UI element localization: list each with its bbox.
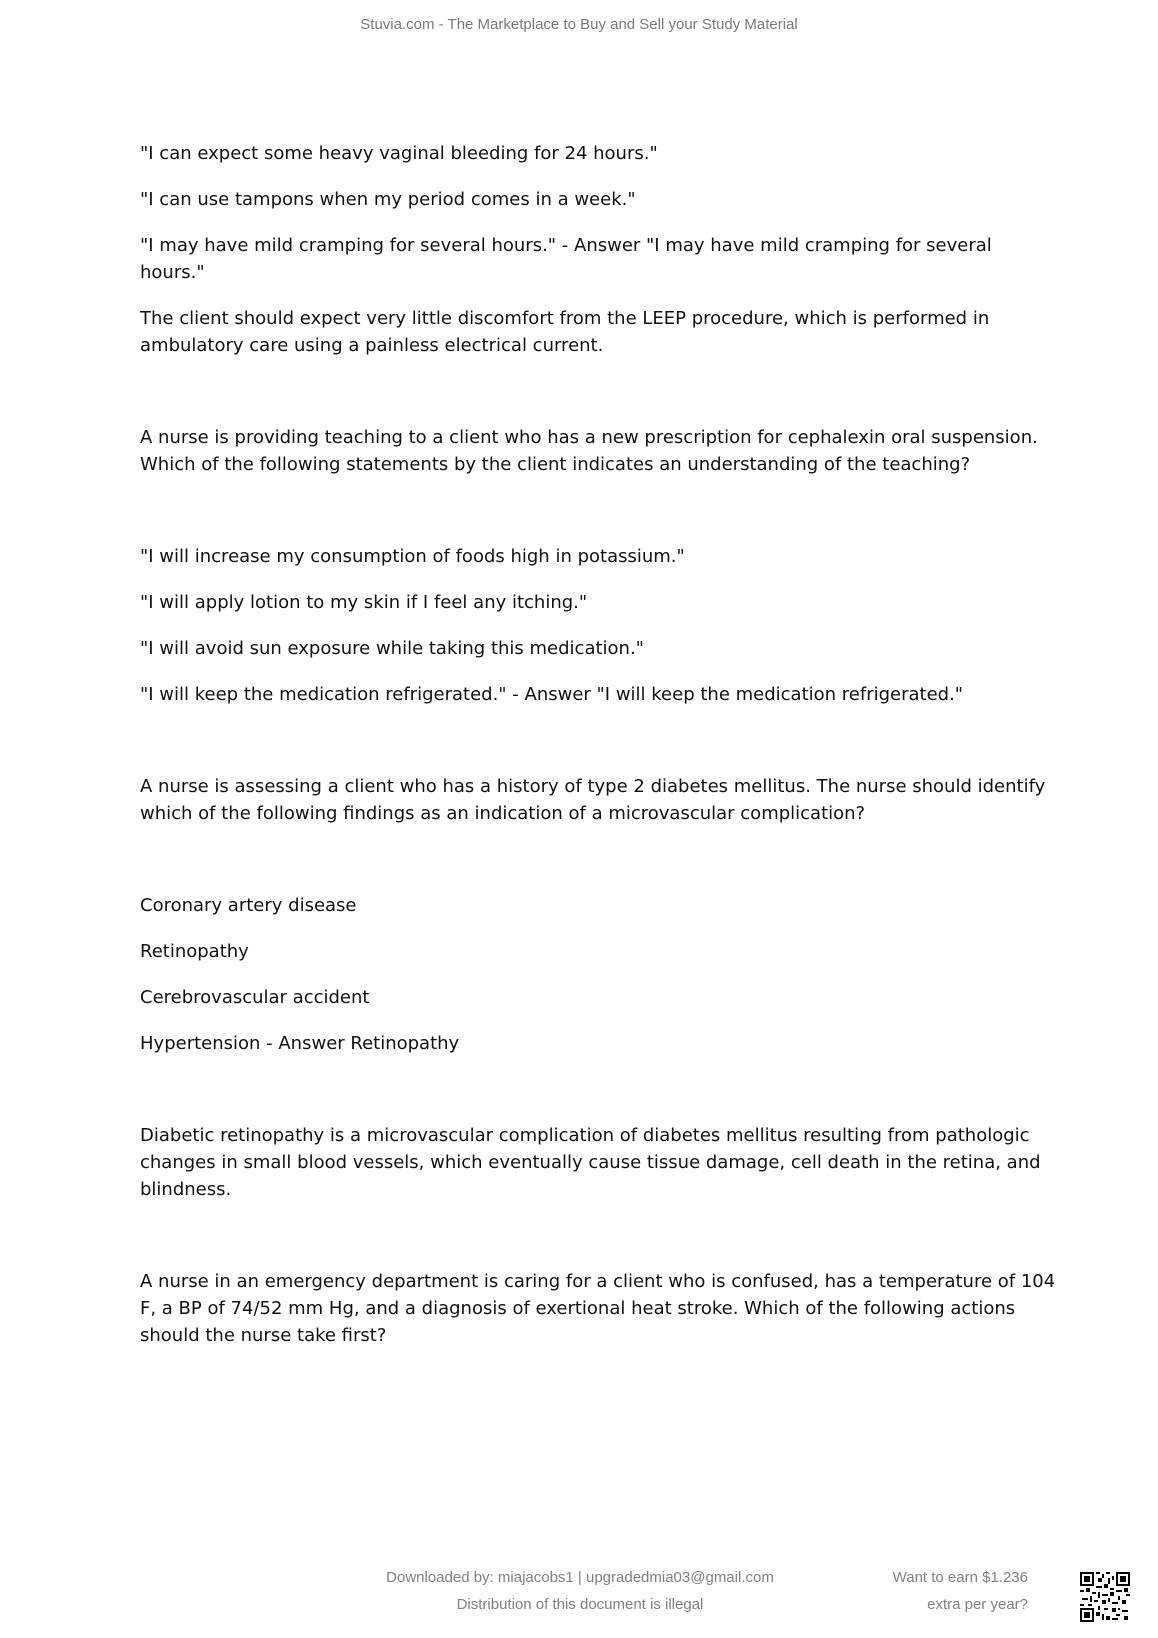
site-header: Stuvia.com - The Marketplace to Buy and Sell your Study Material [360,16,798,33]
question: A nurse in an emergency department is caring for a client who is confused, has a temperature of 104 F, a BP of 74/52 mm Hg, and a diagnosis of exertional heat stroke. Which of the following actions should the nurse take first? [140,1271,1056,1346]
answer-option: Retinopathy [140,941,249,962]
answer-option: "I will apply lotion to my skin if I feel any itching." [140,592,588,613]
answer-option: Coronary artery disease [140,895,357,916]
answer-option: "I can expect some heavy vaginal bleeding for 24 hours." [140,143,658,164]
answer-option: "I will avoid sun exposure while taking this medication." [140,638,644,659]
answer-option-with-answer: "I may have mild cramping for several hours." - Answer "I may have mild cramping for several hours." [140,235,992,283]
rationale: The client should expect very little discomfort from the LEEP procedure, which is performed in ambulatory care using a painless electrical current. [140,308,990,356]
footer-downloaded-by: Downloaded by: miajacobs1 | upgradedmia03@gmail.com [386,1569,774,1586]
question: A nurse is assessing a client who has a history of type 2 diabetes mellitus. The nurse should identify which of the following findings as an indication of a microvascular complication? [140,776,1046,824]
rationale: Diabetic retinopathy is a microvascular complication of diabetes mellitus resulting from pathologic changes in small blood vessels, which eventually cause tissue damage, cell death in the retina, and blindness. [140,1125,1041,1200]
answer-option-with-answer: Hypertension - Answer Retinopathy [140,1033,460,1054]
document-body [140,140,1060,1368]
answer-option: "I can use tampons when my period comes in a week." [140,189,636,210]
footer-distribution-notice: Distribution of this document is illegal [456,1596,704,1613]
qr-code-icon[interactable] [1080,1572,1130,1622]
answer-option: "I will increase my consumption of foods high in potassium." [140,546,685,567]
answer-option: Cerebrovascular accident [140,987,370,1008]
answer-option-with-answer: "I will keep the medication refrigerated." - Answer "I will keep the medication refrigerated." [140,684,964,705]
earn-promo-line1[interactable]: Want to earn $1.236 [892,1569,1028,1586]
question: A nurse is providing teaching to a client who has a new prescription for cephalexin oral suspension. Which of the following statements by the client indicates an understanding of the teaching? [140,427,1038,475]
earn-promo-line2[interactable]: extra per year? [927,1596,1028,1613]
